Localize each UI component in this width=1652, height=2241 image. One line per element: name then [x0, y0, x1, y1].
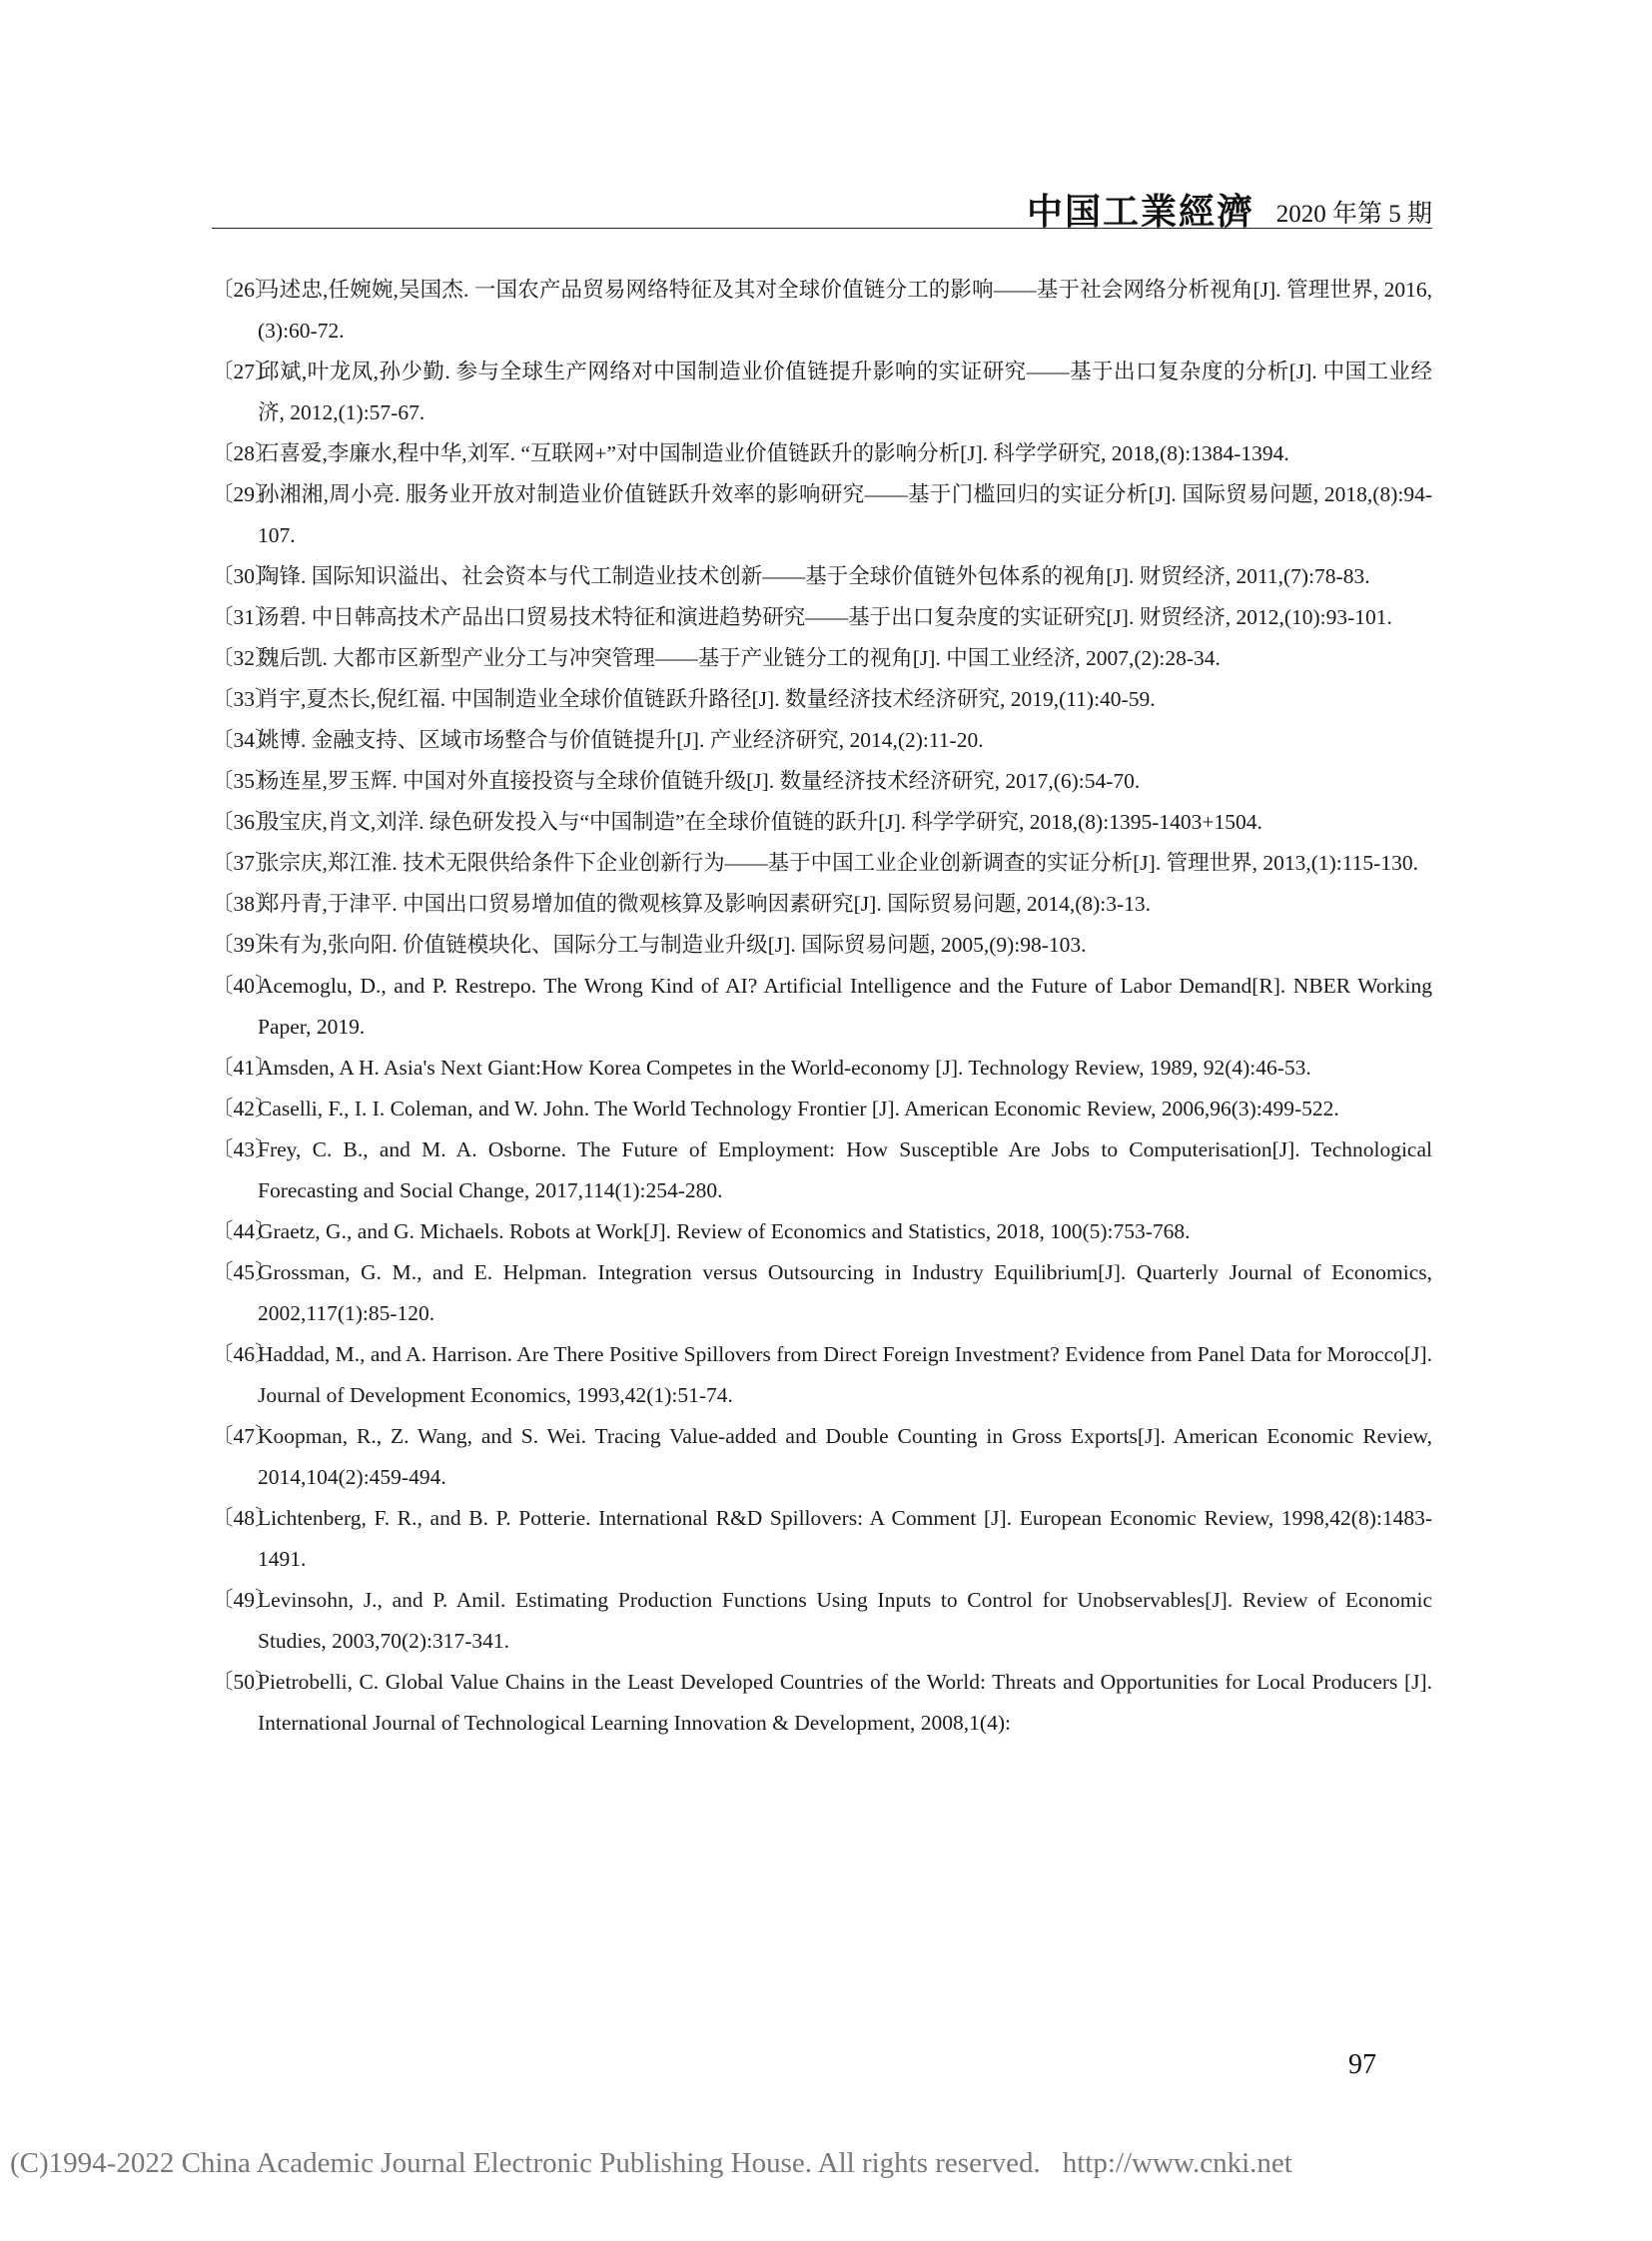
reference-item [212, 966, 1432, 1048]
reference-text: 肖宇,夏杰长,倪红福. 中国制造业全球价值链跃升路径[J]. 数量经济技术经济研究, 2019,(11):40-59. [258, 687, 1156, 711]
reference-text: Amsden, A H. Asia's Next Giant:How Korea Competes in the World-economy [J]. Technology Review, 1989, 92(4):46-53. [258, 1056, 1311, 1080]
reference-text: 杨连星,罗玉辉. 中国对外直接投资与全球价值链升级[J]. 数量经济技术经济研究, 2017,(6):54-70. [258, 769, 1141, 793]
footer-url: http://www.cnki.net [1062, 2147, 1292, 2179]
reference-item [212, 720, 1432, 761]
reference-number: 〔42〕 [212, 1097, 277, 1120]
reference-text: Pietrobelli, C. Global Value Chains in the Least Developed Countries of the World: Threats and Opportunities for Local Producers [J]. International Journal of Technological Learning Innovation & Development, 2008,1(4): [258, 1670, 1432, 1735]
running-header [212, 188, 1432, 233]
reference-item [212, 1334, 1432, 1416]
reference-text: 邱斌,叶龙凤,孙少勤. 参与全球生产网络对中国制造业价值链提升影响的实证研究——基于出口复杂度的分析[J]. 中国工业经济, 2012,(1):57-67. [258, 360, 1432, 424]
issue-label: 2020 年第 5 期 [1275, 201, 1432, 228]
reference-text: 姚博. 金融支持、区域市场整合与价值链提升[J]. 产业经济研究, 2014,(2):11-20. [258, 728, 984, 752]
reference-item [212, 433, 1432, 474]
reference-text: Lichtenberg, F. R., and B. P. Potterie. International R&D Spillovers: A Comment [J]. European Economic Review, 1998,42(8):1483-1491. [258, 1506, 1432, 1571]
reference-item [212, 597, 1432, 638]
reference-item [212, 925, 1432, 966]
reference-number: 〔31〕 [212, 605, 277, 629]
reference-item [212, 884, 1432, 925]
reference-item [212, 761, 1432, 802]
reference-number: 〔33〕 [212, 687, 277, 711]
reference-text: Haddad, M., and A. Harrison. Are There Positive Spillovers from Direct Foreign Investment? Evidence from Panel Data for Morocco[J]. Journal of Development Economics, 1993,42(1):51-74. [258, 1342, 1432, 1407]
reference-number: 〔48〕 [212, 1506, 277, 1530]
reference-text: Graetz, G., and G. Michaels. Robots at Work[J]. Review of Economics and Statistics, 2018, 100(5):753-768. [258, 1219, 1191, 1243]
reference-item [212, 1580, 1432, 1662]
reference-text: 朱有为,张向阳. 价值链模块化、国际分工与制造业升级[J]. 国际贸易问题, 2005,(9):98-103. [258, 933, 1087, 957]
reference-text: 石喜爱,李廉水,程中华,刘军. “互联网+”对中国制造业价值链跃升的影响分析[J]. 科学学研究, 2018,(8):1384-1394. [258, 441, 1289, 465]
reference-text: Caselli, F., I. I. Coleman, and W. John. The World Technology Frontier [J]. American Economic Review, 2006,96(3):499-522. [258, 1097, 1339, 1120]
reference-item [212, 352, 1432, 433]
reference-text: Grossman, G. M., and E. Helpman. Integration versus Outsourcing in Industry Equilibrium[J]. Quarterly Journal of Economics, 2002,117(1):85-120. [258, 1260, 1432, 1325]
reference-text: 张宗庆,郑江淮. 技术无限供给条件下企业创新行为——基于中国工业企业创新调查的实证分析[J]. 管理世界, 2013,(1):115-130. [258, 851, 1418, 875]
reference-number: 〔29〕 [212, 482, 277, 506]
reference-number: 〔26〕 [212, 278, 277, 302]
reference-number: 〔38〕 [212, 892, 277, 916]
reference-text: 魏后凯. 大都市区新型产业分工与冲突管理——基于产业链分工的视角[J]. 中国工业经济, 2007,(2):28-34. [258, 646, 1221, 670]
reference-list [212, 270, 1432, 1744]
reference-number: 〔27〕 [212, 360, 277, 383]
reference-number: 〔28〕 [212, 441, 277, 465]
reference-number: 〔40〕 [212, 974, 277, 998]
reference-item [212, 270, 1432, 352]
reference-text: Acemoglu, D., and P. Restrepo. The Wrong Kind of AI? Artificial Intelligence and the Future of Labor Demand[R]. NBER Working Paper, 2019. [258, 974, 1432, 1039]
copyright-text: (C)1994-2022 China Academic Journal Electronic Publishing House. All rights reserved. [10, 2147, 1041, 2179]
reference-text: 孙湘湘,周小亮. 服务业开放对制造业价值链跃升效率的影响研究——基于门槛回归的实证分析[J]. 国际贸易问题, 2018,(8):94-107. [258, 482, 1432, 547]
reference-number: 〔46〕 [212, 1342, 277, 1366]
reference-number: 〔50〕 [212, 1670, 277, 1694]
reference-number: 〔41〕 [212, 1056, 277, 1080]
reference-number: 〔45〕 [212, 1260, 277, 1284]
reference-text: Koopman, R., Z. Wang, and S. Wei. Tracing Value-added and Double Counting in Gross Exports[J]. American Economic Review, 2014,104(2):459-494. [258, 1424, 1432, 1489]
journal-logo: 中国工業經濟 [1026, 191, 1254, 233]
copyright-footer [10, 2147, 1292, 2180]
reference-number: 〔44〕 [212, 1219, 277, 1243]
reference-number: 〔34〕 [212, 728, 277, 752]
reference-text: Levinsohn, J., and P. Amil. Estimating Production Functions Using Inputs to Control for Unobservables[J]. Review of Economic Studies, 2003,70(2):317-341. [258, 1588, 1432, 1653]
reference-text: 郑丹青,于津平. 中国出口贸易增加值的微观核算及影响因素研究[J]. 国际贸易问题, 2014,(8):3-13. [258, 892, 1152, 916]
reference-number: 〔30〕 [212, 564, 277, 588]
reference-item [212, 1252, 1432, 1334]
reference-item [212, 1129, 1432, 1211]
reference-number: 〔32〕 [212, 646, 277, 670]
reference-text: 陶锋. 国际知识溢出、社会资本与代工制造业技术创新——基于全球价值链外包体系的视角[J]. 财贸经济, 2011,(7):78-83. [258, 564, 1370, 588]
reference-item [212, 679, 1432, 720]
reference-item [212, 1498, 1432, 1580]
reference-item [212, 556, 1432, 597]
header-rule [212, 228, 1432, 229]
reference-number: 〔39〕 [212, 933, 277, 957]
reference-item [212, 1089, 1432, 1129]
reference-number: 〔47〕 [212, 1424, 277, 1448]
reference-item [212, 474, 1432, 556]
reference-number: 〔49〕 [212, 1588, 277, 1612]
reference-text: 殷宝庆,肖文,刘洋. 绿色研发投入与“中国制造”在全球价值链的跃升[J]. 科学学研究, 2018,(8):1395-1403+1504. [258, 810, 1262, 834]
reference-text: Frey, C. B., and M. A. Osborne. The Future of Employment: How Susceptible Are Jobs to Computerisation[J]. Technological Forecasting and Social Change, 2017,114(1):254-280. [258, 1137, 1432, 1202]
reference-number: 〔35〕 [212, 769, 277, 793]
reference-item [212, 843, 1432, 884]
reference-text: 汤碧. 中日韩高技术产品出口贸易技术特征和演进趋势研究——基于出口复杂度的实证研究[J]. 财贸经济, 2012,(10):93-101. [258, 605, 1392, 629]
reference-number: 〔43〕 [212, 1137, 277, 1161]
page-number: 97 [1348, 2049, 1376, 2080]
reference-item [212, 638, 1432, 679]
reference-item [212, 802, 1432, 843]
reference-number: 〔37〕 [212, 851, 277, 875]
reference-item [212, 1048, 1432, 1089]
reference-item [212, 1211, 1432, 1252]
reference-text: 马述忠,任婉婉,吴国杰. 一国农产品贸易网络特征及其对全球价值链分工的影响——基于社会网络分析视角[J]. 管理世界, 2016,(3):60-72. [258, 278, 1432, 343]
reference-number: 〔36〕 [212, 810, 277, 834]
reference-item [212, 1416, 1432, 1498]
reference-item [212, 1662, 1432, 1744]
